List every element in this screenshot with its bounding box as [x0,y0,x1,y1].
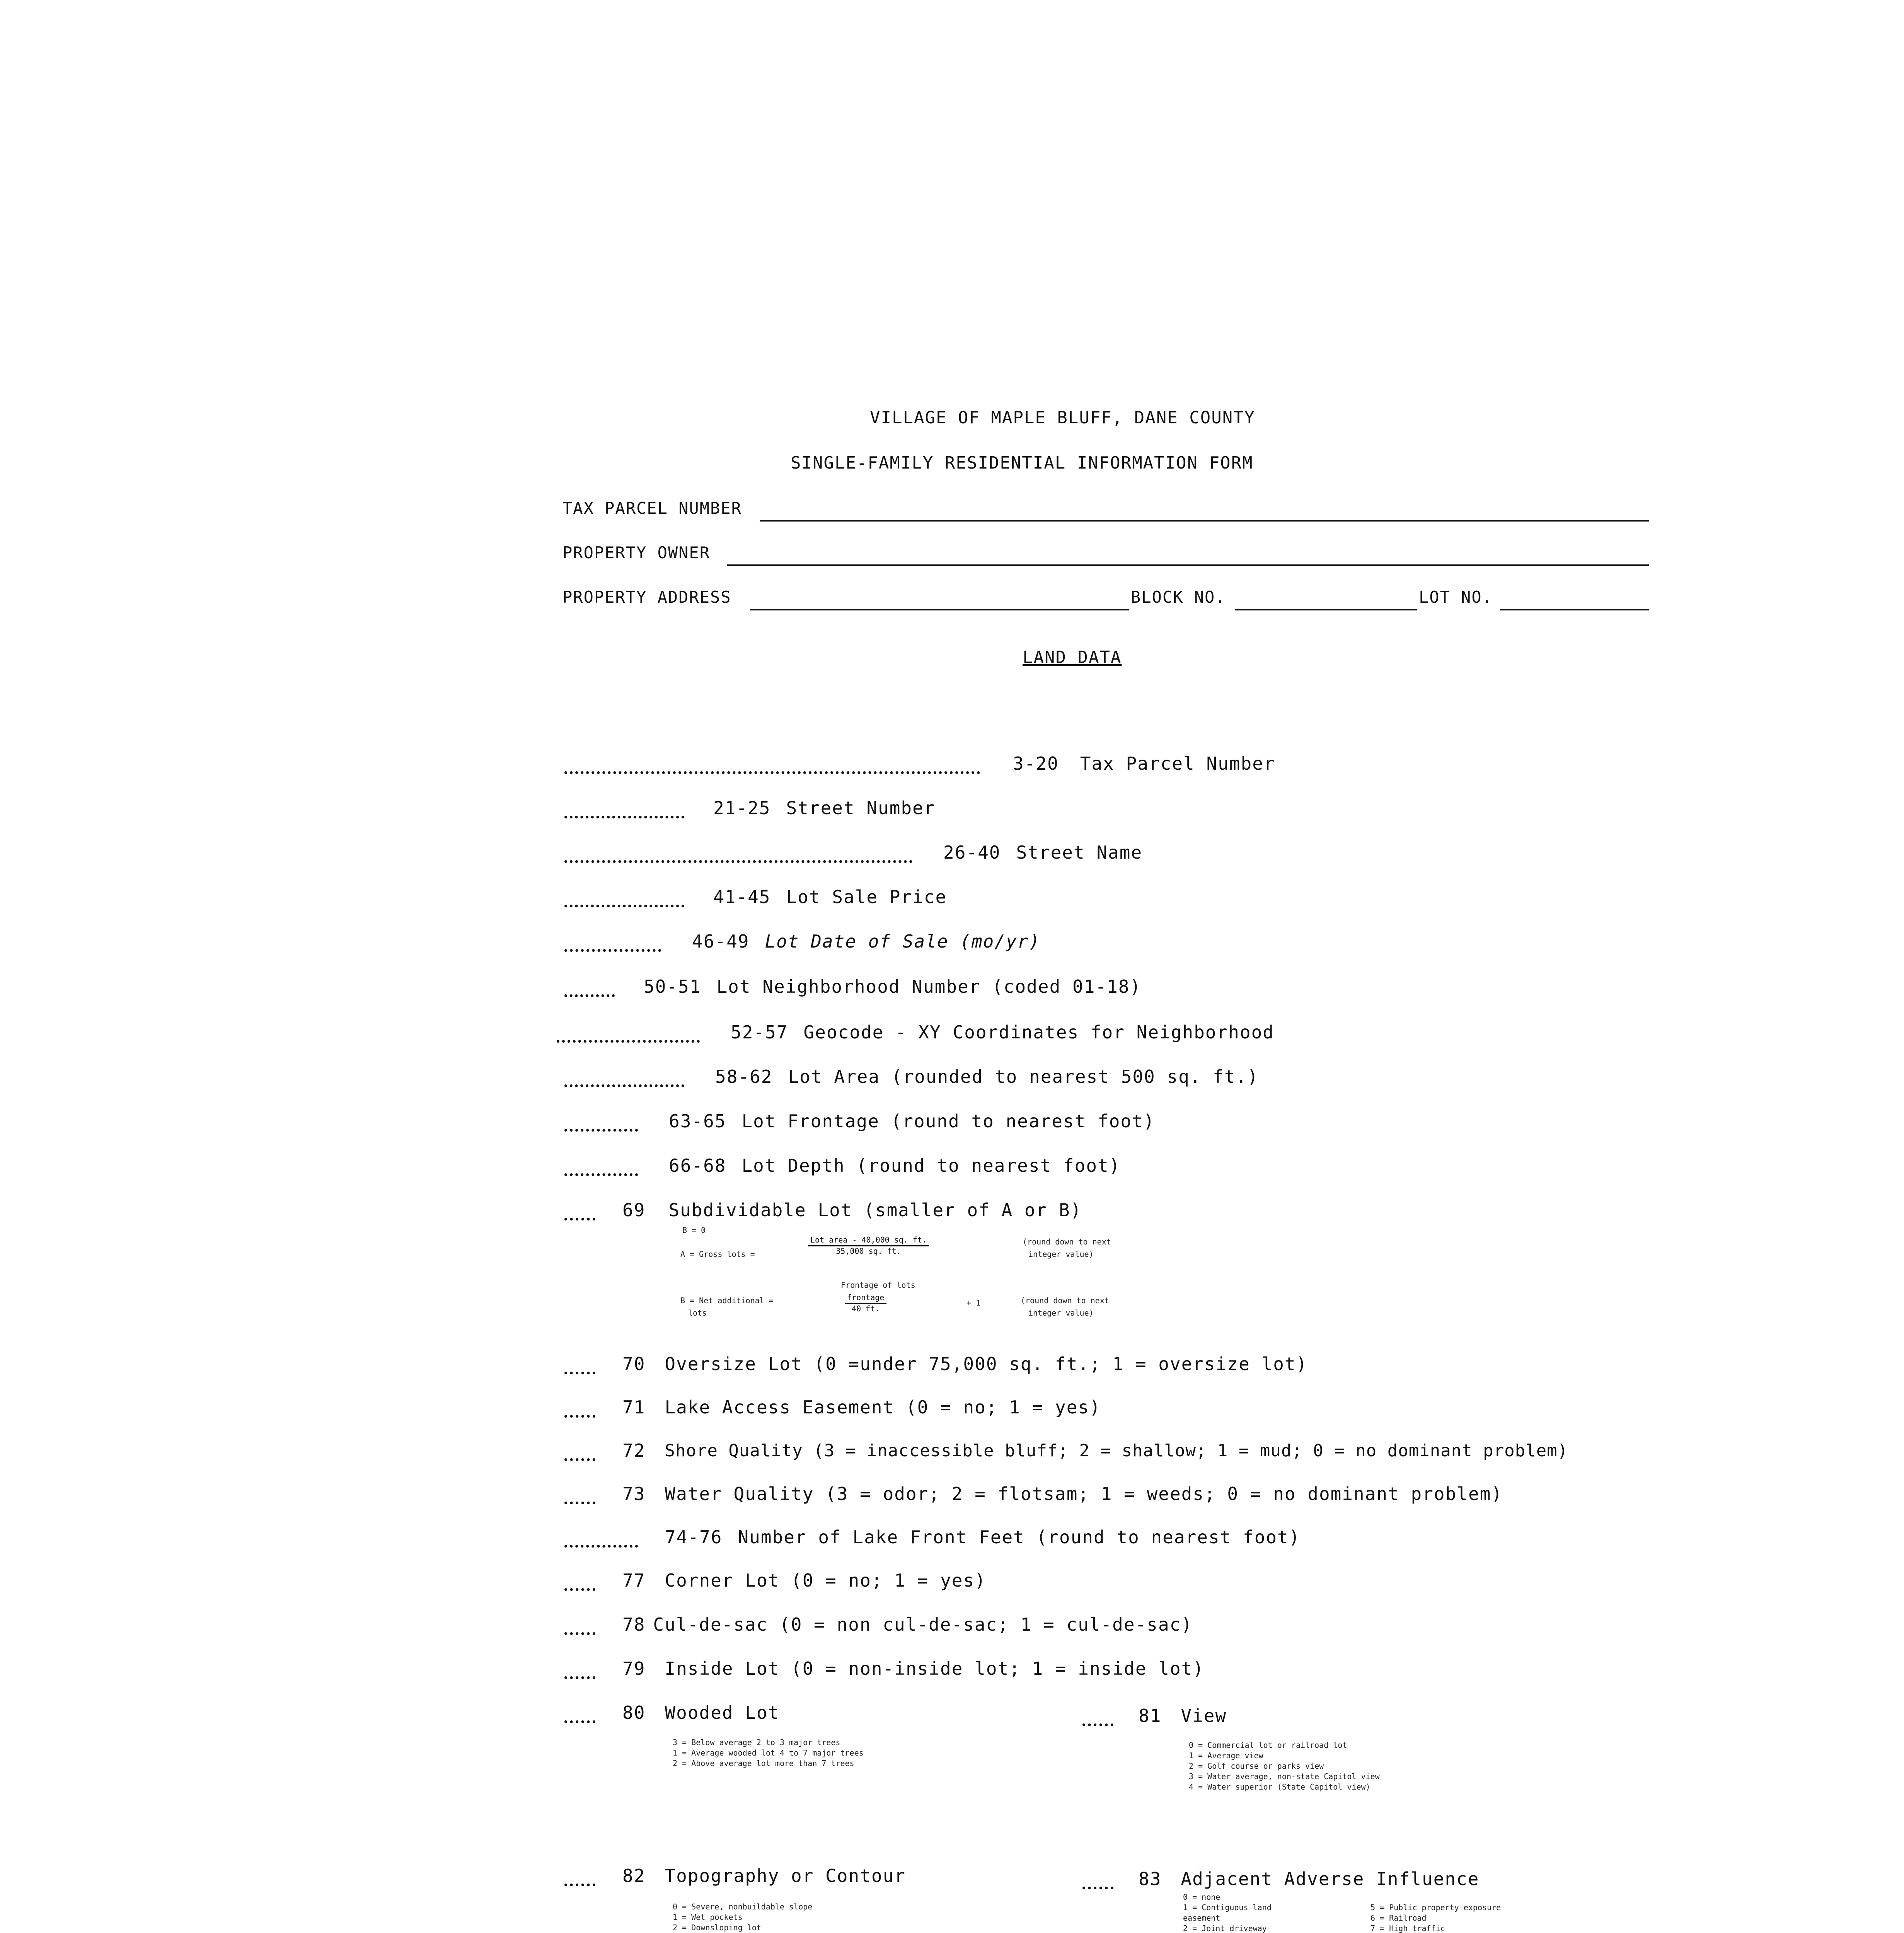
item-code: 82 [622,1865,646,1886]
item-code: 71 [622,1397,646,1418]
item-50-51 [644,976,1141,997]
wooded-code: 1 = Average wooded lot 4 to 7 major trees [673,1748,864,1757]
topo-code: 0 = Severe, nonbuildable slope [673,1902,813,1911]
formula-b-note-2: integer value) [1028,1308,1094,1318]
item-79 [622,1658,1204,1679]
section-title: LAND DATA [1023,648,1122,667]
item-26-40 [943,842,1142,863]
item-label: Lot Sale Price [786,886,947,907]
item-label: Number of Lake Front Feet (round to nearest foot) [738,1527,1301,1548]
blank-72[interactable] [564,1458,595,1461]
item-code: 66-68 [669,1155,726,1176]
view-code: 4 = Water superior (State Capitol view) [1189,1782,1370,1792]
item-74-76 [665,1527,1301,1548]
item-label: Inside Lot (0 = non-inside lot; 1 = inside lot) [665,1658,1205,1679]
item-code: 72 [622,1440,646,1461]
item-73 [622,1483,1503,1504]
property-address-label: PROPERTY ADDRESS [563,588,731,607]
formula-a-denominator: 35,000 sq. ft. [836,1246,901,1256]
item-label: Lake Access Easement (0 = no; 1 = yes) [665,1397,1101,1418]
item-81 [1139,1705,1227,1726]
item-label: Lot Frontage (round to nearest foot) [741,1111,1155,1132]
item-code: 63-65 [669,1111,726,1132]
topo-code: 1 = Wet pockets [673,1913,743,1922]
item-label: Water Quality (3 = odor; 2 = flotsam; 1 = weeds; 0 = no dominant problem) [665,1483,1503,1504]
item-46-49 [692,931,1040,952]
item-label: Subdividable Lot (smaller of A or B) [668,1200,1082,1220]
adverse-code: 6 = Railroad [1370,1913,1427,1923]
item-82 [622,1865,906,1886]
blank-46-49[interactable] [564,949,661,952]
view-code: 3 = Water average, non-state Capitol view [1189,1772,1380,1781]
item-label: Topography or Contour [665,1865,906,1886]
formula-a-note-1: (round down to next [1023,1237,1111,1246]
item-code: 74-76 [665,1527,723,1548]
topo-code: 2 = Downsloping lot [673,1923,761,1932]
blank-79[interactable] [564,1676,595,1679]
block-no-label: BLOCK NO. [1131,588,1226,607]
item-3-20 [1013,753,1275,774]
formula-b-left-1: B = Net additional = [680,1296,774,1305]
item-label: Cul-de-sac (0 = non cul-de-sac; 1 = cul-de-sac) [653,1614,1193,1635]
item-code: 26-40 [943,842,1001,863]
adverse-code: 0 = none [1183,1892,1220,1902]
item-label: View [1181,1705,1227,1726]
adverse-code: 1 = Contiguous land [1183,1903,1272,1912]
blank-21-25[interactable] [564,816,684,818]
item-label: Street Name [1016,842,1143,863]
view-code: 2 = Golf course or parks view [1189,1761,1324,1771]
adverse-code: 5 = Public property exposure [1370,1903,1501,1912]
item-code: 79 [622,1658,646,1679]
blank-58-62[interactable] [564,1084,684,1087]
item-code: 77 [622,1570,646,1591]
lot-no-line[interactable] [1500,609,1649,610]
item-label: Lot Area (rounded to nearest 500 sq. ft.) [788,1066,1259,1087]
item-code: 81 [1139,1705,1162,1726]
item-code: 50-51 [644,976,701,997]
item-code: 69 [622,1200,646,1220]
lot-no-label: LOT NO. [1419,588,1493,607]
item-label: Lot Depth (round to nearest foot) [741,1155,1121,1176]
formula-b-numerator: frontage [845,1293,886,1304]
blank-78[interactable] [564,1632,595,1635]
view-code: 0 = Commercial lot or railroad lot [1189,1740,1347,1750]
item-72 [622,1440,1568,1461]
item-code: 58-62 [715,1066,773,1087]
item-code: 80 [622,1702,646,1723]
adverse-code: 2 = Joint driveway [1183,1924,1267,1933]
blank-69[interactable] [564,1218,595,1220]
blank-26-40[interactable] [564,860,912,863]
wooded-code: 2 = Above average lot more than 7 trees [673,1759,854,1768]
tax-parcel-number-line[interactable] [760,520,1649,522]
property-address-line[interactable] [750,609,1129,610]
item-58-62 [715,1066,1259,1087]
item-52-57 [731,1022,1274,1043]
adverse-code: easement [1183,1913,1220,1923]
item-label: Adjacent Adverse Influence [1181,1868,1480,1889]
blank-50-51[interactable] [564,994,615,997]
blank-41-45[interactable] [564,905,684,907]
blank-3-20[interactable] [564,771,980,774]
item-label: Street Number [786,798,936,818]
item-code: 70 [622,1353,646,1374]
formula-b-plus: + 1 [966,1298,981,1307]
tax-parcel-number-label: TAX PARCEL NUMBER [563,499,742,518]
item-label: Tax Parcel Number [1080,753,1275,774]
item-code: 3-20 [1013,753,1059,774]
form-subtitle: SINGLE-FAMILY RESIDENTIAL INFORMATION FORM [791,453,1253,473]
formula-b-left-2: lots [688,1308,707,1318]
item-code: 21-25 [713,798,771,818]
item-code: 46-49 [692,931,750,952]
formula-b-fraction [845,1293,886,1313]
formula-a-left: A = Gross lots = [680,1249,755,1259]
item-label: Lot Date of Sale (mo/yr) [765,931,1041,952]
item-69 [622,1200,1082,1220]
item-41-45 [713,886,947,907]
block-no-line[interactable] [1235,609,1417,610]
blank-80[interactable] [564,1720,595,1723]
blank-70[interactable] [564,1372,595,1374]
item-code: 83 [1139,1868,1162,1889]
item-21-25 [713,798,936,818]
blank-71[interactable] [564,1415,595,1418]
item-66-68 [669,1155,1120,1176]
item-code: 78 [622,1614,646,1635]
formula-b-top: Frontage of lots [841,1280,915,1290]
item-label: Wooded Lot [665,1702,780,1723]
blank-74-76[interactable] [564,1545,638,1548]
item-78 [622,1614,1193,1635]
view-code: 1 = Average view [1189,1751,1263,1760]
wooded-code: 3 = Below average 2 to 3 major trees [673,1738,840,1747]
blank-77[interactable] [564,1588,595,1591]
item-code: 52-57 [731,1022,788,1043]
adverse-code: 7 = High traffic [1370,1924,1445,1933]
item-label: Shore Quality (3 = inaccessible bluff; 2 = shallow; 1 = mud; 0 = no dominant problem) [665,1440,1568,1461]
item-label: Lot Neighborhood Number (coded 01-18) [716,976,1142,997]
blank-83[interactable] [1082,1887,1113,1889]
blank-82[interactable] [564,1884,595,1886]
item-code: 73 [622,1483,646,1504]
formula-b-note-1: (round down to next [1021,1296,1109,1305]
blank-73[interactable] [564,1502,595,1504]
item-label: Geocode - XY Coordinates for Neighborhood [803,1022,1274,1043]
form-title: VILLAGE OF MAPLE BLUFF, DANE COUNTY [870,408,1256,428]
blank-63-65[interactable] [564,1129,638,1132]
formula-b-zero: B = 0 [682,1226,706,1235]
item-label: Corner Lot (0 = no; 1 = yes) [665,1570,986,1591]
blank-52-57[interactable] [557,1040,700,1043]
formula-a-note-2: integer value) [1028,1249,1094,1259]
blank-66-68[interactable] [564,1173,638,1176]
item-80 [622,1702,779,1723]
item-label: Oversize Lot (0 =under 75,000 sq. ft.; 1 = oversize lot) [665,1353,1308,1374]
item-63-65 [669,1111,1155,1132]
item-70 [622,1353,1307,1374]
item-code: 41-45 [713,886,771,907]
formula-a-numerator: Lot area - 40,000 sq. ft. [808,1235,929,1246]
item-77 [622,1570,986,1591]
item-71 [622,1397,1101,1418]
property-owner-line[interactable] [727,564,1649,566]
item-83 [1139,1868,1479,1889]
blank-81[interactable] [1082,1723,1113,1726]
formula-b-denominator: 40 ft. [852,1304,880,1313]
property-owner-label: PROPERTY OWNER [563,543,711,562]
formula-a-fraction [808,1235,929,1256]
